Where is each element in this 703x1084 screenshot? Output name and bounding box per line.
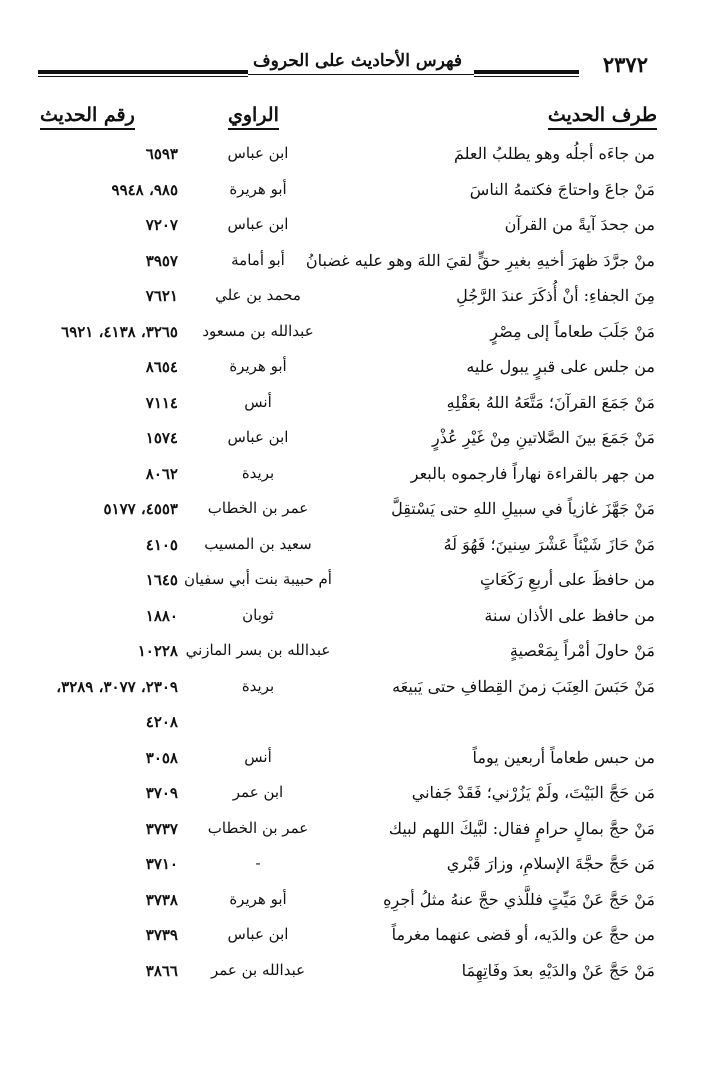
- table-row: [0, 462, 703, 498]
- hadith-number: ١٨٨٠: [145, 606, 178, 625]
- hadith-text: منْ جرَّدَ ظهرَ أخيهِ بغيرِ حقٍّ لقيَ اللهَ وهو عليه غضبانُ: [305, 250, 655, 270]
- table-row: [0, 604, 703, 640]
- hadith-text: من جاءَه أجلُه وهو يطلبُ العلمَ: [453, 144, 655, 163]
- hadith-index-table: [0, 142, 703, 994]
- hadith-text: مَنْ حجَّ بمالٍ حرامٍ فقال: لبَّيكَ اللهم لبيك: [388, 818, 655, 838]
- hadith-text: من حبس طعاماً أربعين يوماً: [472, 747, 655, 767]
- hadith-text: من جهر بالقراءة نهاراً فارجموه بالبعر: [410, 463, 655, 483]
- table-row: [0, 675, 703, 711]
- narrator-name: عبدالله بن مسعود: [202, 321, 314, 340]
- hadith-number: ٣٧٣٧: [145, 819, 178, 838]
- narrator-name: ابن عباس: [227, 144, 289, 162]
- table-row: [0, 249, 703, 285]
- header-rule-thick-right: [474, 70, 579, 74]
- hadith-number: ٧٦٢١: [145, 287, 178, 305]
- header-rule-thin-left: [38, 76, 248, 77]
- narrator-name: ابن عباس: [227, 428, 289, 446]
- column-header-number: رقم الحديث: [40, 104, 135, 130]
- narrator-name: أبو هريرة: [229, 889, 287, 908]
- narrator-name: أبو هريرة: [229, 179, 287, 198]
- table-row: [0, 923, 703, 959]
- hadith-text: مَنْ حاولَ أمْراً بِمَعْصيةٍ: [509, 641, 655, 660]
- table-row: [0, 391, 703, 427]
- hadith-number: ٣٢٦٥، ٤١٣٨، ٦٩٢١: [61, 322, 178, 341]
- table-row: [0, 568, 703, 604]
- table-row: [0, 320, 703, 356]
- narrator-name: أنس: [244, 747, 272, 766]
- hadith-number: ٤٥٥٣، ٥١٧٧: [103, 500, 178, 518]
- narrator-name: أنس: [244, 392, 272, 411]
- header-rule-thick-left: [38, 70, 248, 74]
- hadith-number: ٩٨٥، ٩٩٤٨: [111, 180, 178, 199]
- table-row: [0, 639, 703, 675]
- hadith-text: مَن حَجَّ حجَّةَ الإسلامِ، وزارَ قَبْري: [446, 854, 655, 873]
- narrator-name: ثوبان: [242, 605, 274, 624]
- hadith-text: مَنْ حَجَّ عَنْ مَيِّتٍ فللَّذي حجَّ عنهُ مثلُ أجرِهِ: [383, 889, 655, 909]
- hadith-number: ٣٧٣٩: [145, 926, 178, 944]
- narrator-name: محمد بن علي: [215, 286, 301, 304]
- table-row: [0, 178, 703, 214]
- hadith-text: مَنْ حَازَ شَيْئاً عَشْرَ سِنينَ؛ فَهُوَ لَهُ: [443, 534, 655, 554]
- table-row: [0, 213, 703, 249]
- hadith-number: ٨٠٦٢: [145, 464, 178, 483]
- narrator-name: عبدالله بن عمر: [210, 960, 306, 979]
- hadith-text: مَنْ جَلَبَ طعاماً إلى مِصْرٍ: [490, 321, 655, 341]
- hadith-number: ٧١١٤: [145, 393, 178, 412]
- table-row: [0, 142, 703, 178]
- narrator-name: أبو أمامة: [231, 250, 285, 269]
- hadith-text: من جحدَ آيةً من القرآن: [504, 215, 655, 234]
- table-row: [0, 355, 703, 391]
- hadith-number: ٣٧٣٨: [145, 890, 178, 909]
- hadith-number: ٣٨٦٦: [145, 961, 178, 980]
- hadith-text: مَنْ حَبَسَ العِنَبَ زمنَ القِطافِ حتى يَبيعَه: [392, 676, 655, 696]
- table-row: [0, 710, 703, 746]
- narrator-name: عمر بن الخطاب: [207, 499, 309, 517]
- page-number: ٢٣٧٢: [602, 52, 648, 77]
- table-row: [0, 817, 703, 853]
- header-rule-middle: [248, 74, 474, 75]
- table-row: [0, 959, 703, 995]
- hadith-number: ٣٧٠٩: [145, 784, 178, 802]
- narrator-name: ابن عباس: [227, 925, 289, 943]
- hadith-text: من حافظ على الأذان سنة: [484, 605, 655, 625]
- table-row: [0, 497, 703, 533]
- hadith-number: ٤١٠٥: [145, 535, 178, 554]
- hadith-number: ١٠٢٢٨: [137, 642, 178, 660]
- hadith-text: من حجَّ عن والدَيه، أو قضى عنهما مغرماً: [391, 925, 655, 944]
- hadith-text: مِنَ الجفاءِ: أنْ أُذكَرَ عندَ الرَّجُلِ: [456, 286, 655, 305]
- table-row: [0, 852, 703, 888]
- narrator-name: -: [255, 854, 261, 872]
- table-row: [0, 284, 703, 320]
- hadith-number: ٣٠٥٨: [145, 748, 178, 767]
- hadith-text: من جلس على قبرٍ يبول عليه: [466, 357, 655, 376]
- hadith-number: ٣٧١٠: [145, 855, 178, 873]
- table-row: [0, 888, 703, 924]
- hadith-text: مَنْ جَمَعَ بينَ الصَّلاتينِ مِنْ غَيْرِ عُذْرٍ: [431, 428, 655, 447]
- narrator-name: أبو هريرة: [229, 357, 287, 375]
- hadith-text: مَنْ جَمَعَ القرآنَ؛ مَتَّعَهُ اللهُ بعَقْلِهِ: [446, 392, 655, 412]
- narrator-name: سعيد بن المسيب: [204, 534, 312, 553]
- hadith-number: ٣٩٥٧: [145, 251, 178, 270]
- hadith-number: ١٥٧٤: [145, 429, 178, 447]
- hadith-number: ٧٢٠٧: [145, 216, 178, 234]
- table-row: [0, 746, 703, 782]
- narrator-name: بريدة: [241, 463, 275, 482]
- table-row: [0, 533, 703, 569]
- header-rule-thin-right: [474, 76, 579, 77]
- hadith-text: مَن حَجَّ البَيْتَ، ولَمْ يَزُرْني؛ فَقَدْ جَفاني: [411, 783, 655, 802]
- table-row: [0, 426, 703, 462]
- hadith-number: ٨٦٥٤: [145, 358, 178, 376]
- narrator-name: ابن عمر: [232, 783, 284, 801]
- column-header-hadith: طرف الحديث: [548, 104, 657, 130]
- hadith-text: مَنْ جاعَ واحتاجَ فكتمهُ الناسَ: [469, 179, 655, 199]
- narrator-name: بريدة: [241, 676, 275, 695]
- column-header-narrator: الراوي: [228, 104, 279, 130]
- hadith-text: من حافظَ على أربعِ رَكَعَاتٍ: [479, 570, 655, 589]
- hadith-text: مَنْ حَجَّ عَنْ والدَيْهِ بعدَ وفَاتِهِمَا: [461, 960, 655, 980]
- hadith-number: ٦٥٩٣: [145, 145, 178, 163]
- hadith-number: ٤٢٠٨: [145, 713, 178, 731]
- hadith-number: ١٦٤٥: [145, 571, 178, 589]
- table-row: [0, 781, 703, 817]
- narrator-name: عبدالله بن بسر المازني: [185, 641, 331, 659]
- narrator-name: ابن عباس: [227, 215, 289, 233]
- hadith-number: ٢٣٠٩، ٣٠٧٧، ٣٢٨٩،: [56, 677, 178, 696]
- narrator-name: عمر بن الخطاب: [207, 818, 309, 837]
- page-header: [38, 48, 656, 78]
- hadith-text: مَنْ جَهَّزَ غازياً في سبيلِ اللهِ حتى يَسْتقِلَّ: [391, 499, 655, 518]
- running-title: فهرس الأحاديث على الحروف: [253, 51, 462, 71]
- narrator-name: أم حبيبة بنت أبي سفيان: [184, 570, 332, 588]
